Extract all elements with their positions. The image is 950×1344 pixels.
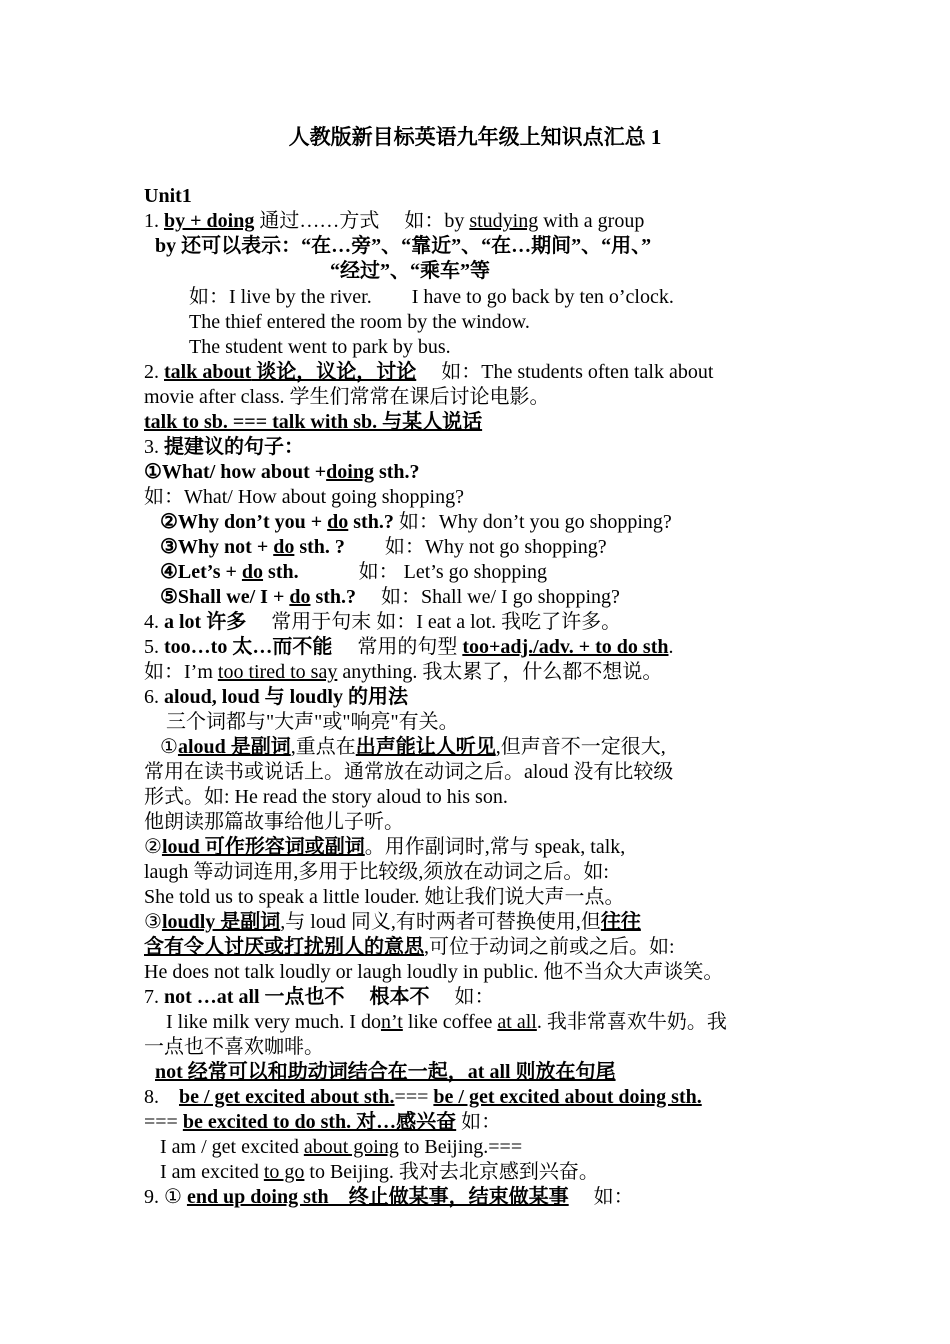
item-9-key: end up doing sth 终止做某事，结束做某事: [186, 1186, 569, 1208]
item-1-note-line1: by 还可以表示：“在…旁”、“靠近”、“在…期间”、“用、”: [155, 235, 652, 257]
item-6-aloud-line1: [160, 735, 830, 760]
item-6-aloud-line3: 形式。如: He read the story aloud to his son.: [144, 786, 508, 808]
loudly-key: loudly 是副词: [161, 911, 281, 933]
item-1: [144, 209, 814, 234]
item-5-example-key: too tired to say: [217, 661, 338, 683]
item-8: [144, 1085, 814, 1110]
item-9-text: 如：: [568, 1186, 634, 1208]
item-4-text: 常用于句末 如：I eat a lot. 我吃了许多。: [246, 611, 622, 633]
item-8-key-1: be / get excited about sth.: [179, 1086, 395, 1108]
sentence-4-example: 如： Let’s go shopping: [298, 561, 547, 583]
item-5: [144, 635, 814, 660]
item-8-example-1-key: about going: [303, 1136, 399, 1158]
item-1-note-line2: “经过”、“乘车”等: [330, 260, 490, 282]
item-8-text: 如：: [456, 1111, 502, 1133]
sentence-2-end: sth.?: [348, 511, 394, 533]
sentence-2-example: 如：Why don’t you go shopping?: [393, 511, 672, 533]
item-2-continued: movie after class. 学生们常常在课后讨论电影。: [144, 386, 550, 408]
item-6-loud-line2: laugh 等动词连用,多用于比较级,须放在动词之后。如:: [144, 861, 609, 883]
item-4-number: 4.: [144, 611, 164, 633]
sentence-3-end: sth. ?: [294, 536, 345, 558]
aloud-marker: ①: [160, 736, 178, 758]
item-5-number: 5.: [144, 636, 164, 658]
item-6-number: 6.: [144, 686, 164, 708]
item-8-example-1-start: I am / get excited: [160, 1136, 304, 1158]
item-7-note: not 经常可以和助动词结合在一起，at all 则放在句尾: [155, 1061, 616, 1083]
sentence-3-start: ③Why not +: [160, 536, 274, 558]
aloud-mid: ,重点在: [290, 736, 356, 758]
item-7-text: 如：: [429, 986, 495, 1008]
sentence-4-end: sth.: [263, 561, 299, 583]
item-1-example-word: studying: [469, 210, 539, 232]
sentence-5-example: 如：Shall we/ I go shopping?: [356, 586, 620, 608]
sentence-5-end: sth.?: [310, 586, 357, 608]
sentence-3-example: 如：Why not go shopping?: [344, 536, 607, 558]
item-8-example-1-end: to Beijing.===: [398, 1136, 523, 1158]
item-6-loud-line1: [144, 835, 814, 860]
sentence-2-verb: do: [327, 511, 349, 533]
item-6-aloud-line2: 常用在读书或说话上。通常放在动词之后。aloud 没有比较级: [144, 761, 674, 783]
sentence-5-verb: do: [289, 586, 311, 608]
sentence-4-start: ④Let’s +: [160, 561, 242, 583]
item-3-sentence-3: [160, 535, 830, 560]
item-8-number: 8.: [144, 1086, 179, 1108]
sentence-2-start: ②Why don’t you +: [160, 511, 328, 533]
item-2-number: 2.: [144, 361, 164, 383]
sentence-4-verb: do: [241, 561, 264, 583]
item-7-number: 7.: [144, 986, 164, 1008]
loudly-rest: ,可位于动词之前或之后。如:: [424, 936, 675, 958]
item-6-intro: 三个词都与"大声"或"响亮"有关。: [166, 711, 459, 733]
loudly-key-2: 往往: [600, 911, 641, 933]
item-8-example-2-start: I am excited: [160, 1161, 264, 1183]
item-8-key-3: be excited to do sth. 对…感兴奋: [182, 1111, 457, 1133]
sentence-1-verb: doing: [326, 461, 374, 483]
item-5-example-start: 如：I’m: [144, 661, 218, 683]
item-2-text: 如：The students often talk about: [416, 361, 714, 383]
item-5-key: too…to 太…而不能: [164, 636, 333, 658]
item-7-example-mid: like coffee: [402, 1011, 498, 1033]
item-7-example: [166, 1010, 836, 1035]
loudly-marker: ③: [144, 911, 162, 933]
item-1-number: 1.: [144, 210, 164, 232]
item-6-loudly-line2: [144, 935, 814, 960]
item-1-example-1: 如：I live by the river. I have to go back by ten o’clock.: [189, 286, 674, 308]
item-7-example-end: . 我非常喜欢牛奶。我: [536, 1011, 727, 1033]
item-8-example-1: [160, 1135, 830, 1160]
item-5-example: [144, 660, 814, 685]
item-1-text: 通过……方式 如：by: [254, 210, 470, 232]
item-7-key: not …at all 一点也不 根本不: [164, 986, 430, 1008]
aloud-key: aloud 是副词: [177, 736, 291, 758]
item-6-loud-line3: She told us to speak a little louder. 她让我们说大声一点。: [144, 886, 625, 908]
page-title: 人教版新目标英语九年级上知识点汇总 1: [288, 125, 662, 149]
loud-key: loud 可作形容词或副词: [161, 836, 365, 858]
item-4-key: a lot 许多: [164, 611, 247, 633]
item-5-dot: .: [668, 636, 674, 658]
item-1-example-3: The student went to park by bus.: [189, 336, 451, 358]
item-7-example-continued: 一点也不喜欢咖啡。: [144, 1036, 324, 1058]
item-3-heading: 提建议的句子：: [164, 436, 304, 458]
item-7: [144, 985, 814, 1010]
item-3-number: 3.: [144, 436, 164, 458]
item-2: [144, 360, 814, 385]
item-9: [144, 1185, 814, 1210]
unit-heading: Unit1: [144, 185, 192, 207]
item-4: [144, 610, 814, 635]
item-1-key: by + doing: [164, 210, 255, 232]
item-8-equals-2: ===: [144, 1111, 183, 1133]
item-8-example-2-end: to Beijing. 我对去北京感到兴奋。: [304, 1161, 599, 1183]
item-9-number: 9. ①: [144, 1186, 187, 1208]
item-1-text-end: with a group: [538, 210, 645, 232]
sentence-1-start: ①What/ how about +: [144, 461, 327, 483]
loudly-mid: ,与 loud 同义,有时两者可替换使用,但: [280, 911, 601, 933]
item-8-line2: [144, 1110, 814, 1135]
loud-marker: ②: [144, 836, 162, 858]
item-8-example-2-key: to go: [263, 1161, 305, 1183]
sentence-1-end: sth.?: [373, 461, 420, 483]
item-3-sentence-1: [144, 460, 814, 485]
aloud-rest: ,但声音不一定很大,: [495, 736, 666, 758]
item-3-sentence-4: [160, 560, 830, 585]
item-6-heading: aloud, loud 与 loudly 的用法: [164, 686, 408, 708]
aloud-key-2: 出声能让人听见: [355, 736, 496, 758]
item-6-loudly-line1: [144, 910, 814, 935]
item-3: [144, 435, 814, 460]
item-7-example-nt: n’t: [380, 1011, 403, 1033]
item-2-meaning: 谈论，议论，讨论: [251, 361, 417, 383]
item-6-loudly-example: He does not talk loudly or laugh loudly in public. 他不当众大声谈笑。: [144, 961, 724, 983]
item-3-sentence-1-example: 如：What/ How about going shopping?: [144, 486, 464, 508]
loud-rest: 。用作副词时,常与 speak, talk,: [364, 836, 626, 858]
item-6: [144, 685, 814, 710]
item-8-key-2: be / get excited about doing sth.: [433, 1086, 702, 1108]
item-5-text: 常用的句型: [332, 636, 463, 658]
item-6-aloud-line4: 他朗读那篇故事给他儿子听。: [144, 811, 404, 833]
item-1-example-2: The thief entered the room by the window.: [189, 311, 530, 333]
item-3-sentence-2: [160, 510, 830, 535]
item-5-pattern: too+adj./adv. + to do sth: [462, 636, 669, 658]
item-2-key: talk about: [164, 361, 252, 383]
loudly-meaning: 含有令人讨厌或打扰别人的意思: [144, 936, 424, 958]
item-7-example-at-all: at all: [497, 1011, 537, 1033]
sentence-3-verb: do: [273, 536, 295, 558]
item-2-note: talk to sb. === talk with sb. 与某人说话: [144, 411, 483, 433]
item-5-example-end: anything. 我太累了，什么都不想说。: [337, 661, 663, 683]
item-3-sentence-5: [160, 585, 830, 610]
item-7-example-start: I like milk very much. I do: [166, 1011, 381, 1033]
sentence-5-start: ⑤Shall we/ I +: [160, 586, 290, 608]
item-8-equals: ===: [394, 1086, 434, 1108]
item-8-example-2: [160, 1160, 830, 1185]
